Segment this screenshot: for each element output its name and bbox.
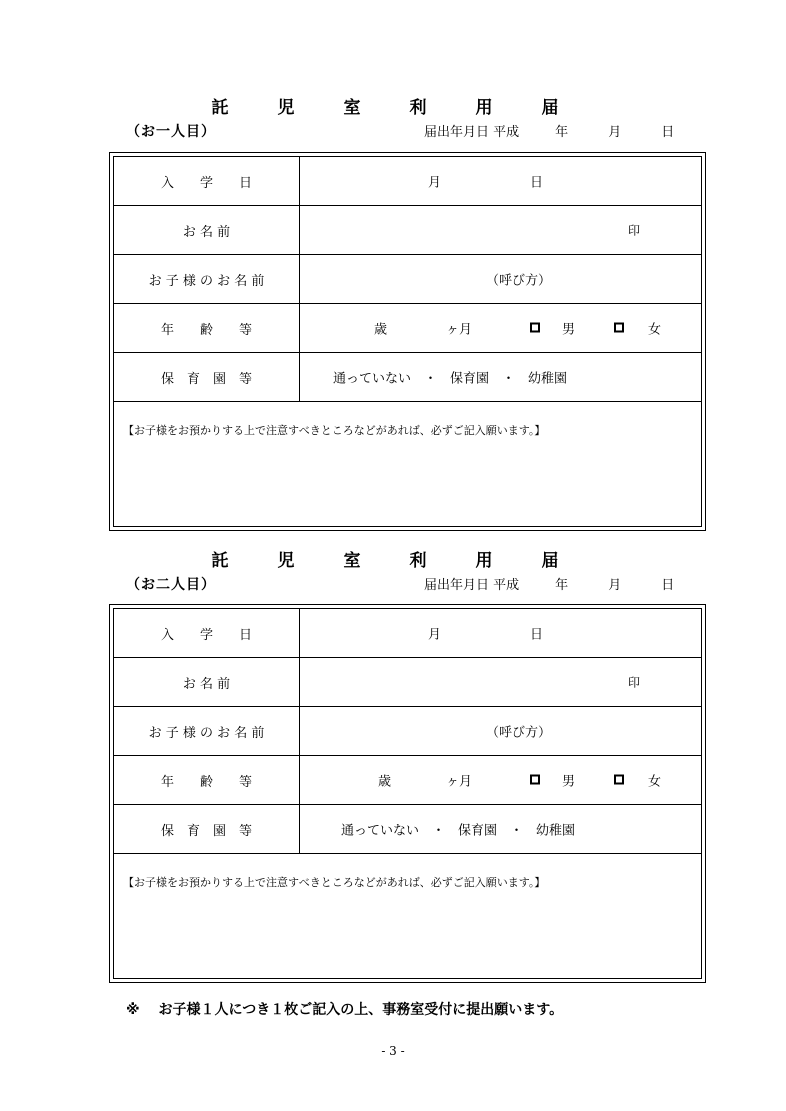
month-unit: 月 xyxy=(428,175,442,191)
name-row xyxy=(114,206,701,255)
name-label: お 名 前 xyxy=(114,658,300,706)
age-field[interactable] xyxy=(300,756,701,804)
seal-mark: 印 xyxy=(628,675,641,690)
footnote: ※ お子様１人につき１枚ご記入の上、事務室受付に提出願います。 xyxy=(126,1002,564,1018)
era-label: 平成 xyxy=(493,578,520,593)
notes-instruction: 【お子様をお預かりする上で注意すべきところなどがあれば、必ずご記入願います。】 xyxy=(123,876,546,889)
years-unit: 歳 xyxy=(378,774,392,790)
month-label: 月 xyxy=(608,578,622,593)
submission-date-line xyxy=(424,121,674,140)
era-label: 平成 xyxy=(493,125,520,140)
submission-date-line xyxy=(424,574,674,593)
child-name-field[interactable] xyxy=(300,255,701,303)
male-label: 男 xyxy=(562,322,576,338)
checkbox-icon xyxy=(530,323,540,333)
entry-date-field[interactable] xyxy=(300,157,701,205)
nursery-options-text: 通っていない ・ 保育園 ・ 幼稚園 xyxy=(341,823,576,839)
form-title: 託 児 室 利 用 届 xyxy=(211,551,575,571)
nursery-row xyxy=(114,353,701,402)
age-row xyxy=(114,304,701,353)
entry-date-row xyxy=(114,609,701,658)
notes-instruction: 【お子様をお預かりする上で注意すべきところなどがあれば、必ずご記入願います。】 xyxy=(123,424,546,437)
person-heading: （お一人目） xyxy=(126,124,216,140)
child-name-row xyxy=(114,707,701,756)
date-label: 届出年月日 xyxy=(424,125,490,140)
female-label: 女 xyxy=(648,774,662,790)
child-name-label: お 子 様 の お 名 前 xyxy=(114,707,300,755)
checkbox-icon xyxy=(614,323,624,333)
child-name-label: お 子 様 の お 名 前 xyxy=(114,255,300,303)
day-label: 日 xyxy=(661,125,675,140)
male-checkbox[interactable] xyxy=(530,773,540,788)
checkbox-icon xyxy=(614,775,624,785)
age-row xyxy=(114,756,701,805)
month-unit: 月 xyxy=(428,627,442,643)
years-unit: 歳 xyxy=(374,322,388,338)
registration-form-2 xyxy=(109,604,706,983)
year-label: 年 xyxy=(555,578,569,593)
day-label: 日 xyxy=(661,578,675,593)
months-unit: ヶ月 xyxy=(446,774,473,790)
notes-field[interactable] xyxy=(114,402,701,526)
date-label: 届出年月日 xyxy=(424,578,490,593)
year-label: 年 xyxy=(555,125,569,140)
age-label: 年 齢 等 xyxy=(114,756,300,804)
name-row xyxy=(114,658,701,707)
form-title: 託 児 室 利 用 届 xyxy=(211,98,575,118)
entry-date-label: 入 学 日 xyxy=(114,609,300,657)
months-unit: ヶ月 xyxy=(446,322,473,338)
seal-mark: 印 xyxy=(628,223,641,238)
nursery-label: 保 育 園 等 xyxy=(114,353,300,401)
age-field[interactable] xyxy=(300,304,701,352)
day-unit: 日 xyxy=(530,175,544,191)
child-name-row xyxy=(114,255,701,304)
page-number: - 3 - xyxy=(381,1044,405,1058)
reading-hint: （呼び方） xyxy=(486,725,552,741)
female-checkbox[interactable] xyxy=(614,773,624,788)
person-heading: （お二人目） xyxy=(126,577,216,593)
name-label: お 名 前 xyxy=(114,206,300,254)
day-unit: 日 xyxy=(530,627,544,643)
nursery-label: 保 育 園 等 xyxy=(114,805,300,853)
registration-form-1 xyxy=(109,152,706,531)
nursery-options-text: 通っていない ・ 保育園 ・ 幼稚園 xyxy=(333,371,568,387)
male-checkbox[interactable] xyxy=(530,321,540,336)
entry-date-row xyxy=(114,157,701,206)
female-checkbox[interactable] xyxy=(614,321,624,336)
checkbox-icon xyxy=(530,775,540,785)
male-label: 男 xyxy=(562,774,576,790)
entry-date-field[interactable] xyxy=(300,609,701,657)
age-label: 年 齢 等 xyxy=(114,304,300,352)
nursery-options[interactable] xyxy=(300,805,701,853)
female-label: 女 xyxy=(648,322,662,338)
notes-field[interactable] xyxy=(114,854,701,978)
entry-date-label: 入 学 日 xyxy=(114,157,300,205)
name-field[interactable] xyxy=(300,658,701,706)
month-label: 月 xyxy=(608,125,622,140)
nursery-row xyxy=(114,805,701,854)
nursery-options[interactable] xyxy=(300,353,701,401)
name-field[interactable] xyxy=(300,206,701,254)
reading-hint: （呼び方） xyxy=(486,273,552,289)
child-name-field[interactable] xyxy=(300,707,701,755)
